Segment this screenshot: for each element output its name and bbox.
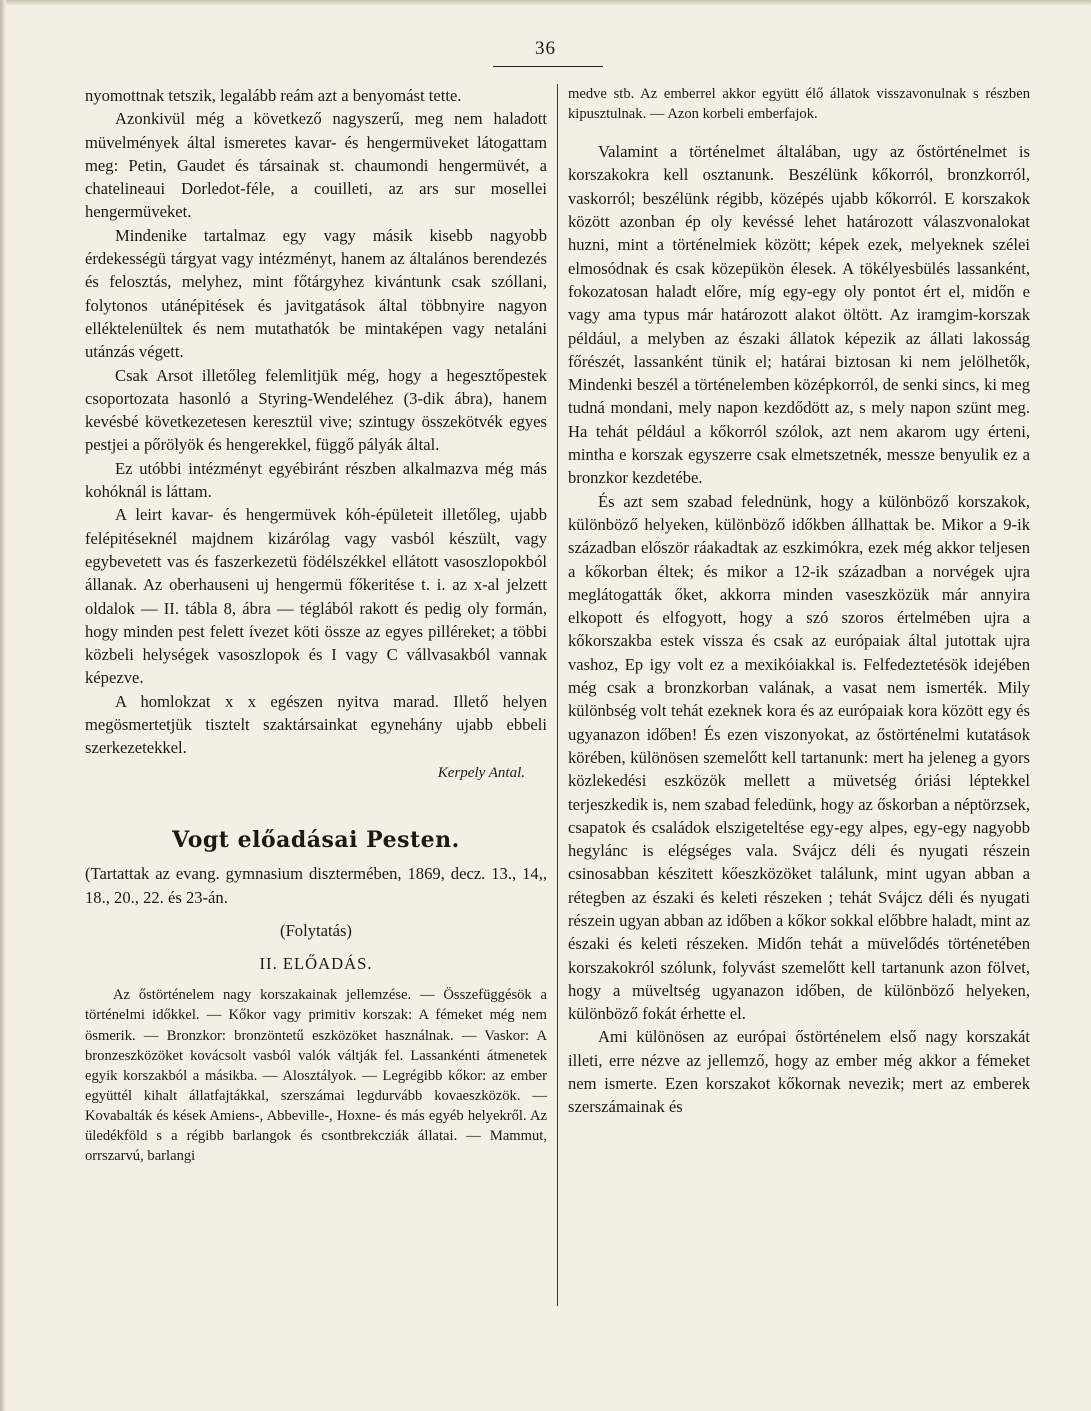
- right-paragraph-3: Ami különösen az európai őstörténelem első nagy korszakát illeti, erre nézve az jellemző, hogy az ember még akkor a fémeket nem ismerte. Ezen korszakot kőkornak nevezik; mert az emberek szerszámainak és: [568, 1027, 1030, 1117]
- paragraph-3: Mindenike tartalmaz egy vagy másik kisebb nagyobb érdekességü tárgyat vagy intézményt, hanem az általános berendezés és felosztás, melyhez, mint főtárgyhez kivántunk csak szóllani, folytonos utánépitések és javitgatások által többnyire nagyon elléktelenültek és nem mutathatók be mintaképen vagy netaláni utánzás végett.: [85, 225, 547, 362]
- continuation-note: (Folytatás): [280, 920, 352, 940]
- author-signature: Kerpely Antal.: [437, 764, 525, 781]
- spacer: [568, 124, 1030, 140]
- paragraph-1: nyomottnak tetszik, legalább reám azt a benyomást tette.: [85, 86, 462, 105]
- page-edge-top: [0, 0, 1091, 6]
- paragraph-6: A leirt kavar- és hengermüvek kóh-épületeit illetőleg, ujabb felépitéseknél majdnem kizárólag vagy vasból készült, vagy egybevetett vas és faszerkezetü födélszékkel ellátott vasoszlopokból állanak. Az oberhauseni uj hengermü főkeritése t. i. az x-al jelzett oldalok — II. tábla 8, ábra — téglából rakott és pedig oly formán, hogy minden pest felett ívezet köti össze az egyes pilléreket; a többi közbeli helységek vasoszlopok és I vagy C vállvasakból vannak képezve.: [85, 505, 547, 688]
- paragraph-4: Csak Arsot illetőleg felemlitjük még, hogy a hegesztőpestek csoportozata hasonló a Styring-Wendeléhez (3-dik ábra), hanem kevésbé következetesen keresztül vive; szintugy összekötvék egyes pestjei a pőrölyök és hengerekkel, függő pályák által.: [85, 365, 547, 455]
- page-number-rule: [493, 66, 603, 67]
- paragraph-7: A homlokzat x x egészen nyitva marad. Illető helyen megösmertetjük tisztelt szaktársainkat egynehány ujabb ebbeli szerkezetekkel.: [85, 691, 547, 758]
- lecture-summary-end: medve stb. Az emberrel akkor együtt élő állatok visszavonulnak s részben kipusztulnak. — Azon korbeli emberfajok.: [568, 86, 1030, 123]
- paragraph-5: Ez utóbbi intézményt egyébiránt részben alkalmazva még más kohóknál is láttam.: [85, 458, 547, 502]
- section-title: Vogt előadásai Pesten.: [172, 826, 460, 853]
- right-column: [568, 84, 1030, 1119]
- lecture-summary: Az őstörténelem nagy korszakainak jellemzése. — Összefüggésök a történelmi időkkel. — Kőkor vagy primitiv korszak: A fémeket még nem ösmerik. — Bronzkor: bronzöntetű eszközöket használnak. — Vaskor: A bronzeszközöket kovácsolt vasból valók váltják fel. Lassankénti átmenetek egyik korszakból a másikba. — Alosztályok. — Legrégibb kőkor: az ember együttél kihalt állatfajtákkal, szerszámai legdurvább kovaeszközök. — Kovabalták és kések Amiens-, Abbeville-, Hoxne- és más egyéb helyekről. Az üledékföld s a régibb barlangok és csontbrekcziák állatai. — Mammut, orrszarvú, barlangi: [85, 987, 547, 1165]
- page-number: 36: [535, 38, 556, 59]
- paragraph-2: Azonkivül még a következő nagyszerű, meg nem haladott müvelmények által ismeretes kavar- és hengermüveket látogattam meg: Petin, Gaudet és társainak st. chaumondi hengermüvét, a chatelineaui Dorledot-féle, a couilleti, az ars sur mosellei hengermüveket.: [85, 109, 547, 222]
- left-column: [85, 84, 547, 1166]
- lecture-title: II. ELŐADÁS.: [259, 954, 373, 974]
- right-paragraph-1: Valamint a történelmet általában, ugy az őstörténelmet is korszakokra kell osztanunk. Beszélünk kőkorról, bronzkorról, vaskorról; beszélünk régibb, középés ujabb kőkorról. E korszakok között azonban ép oly kevéssé lehet határozott válaszvonalokat huzni, mint a történelmiek között; képek ezek, melyeknek szélei elmosódnak és csak közepükön élesek. A tökélyesbülés lassanként, fokozatosan haladt előre, míg egy-egy oly pontot ért el, midőn e vagy ama typus már határozott alakot öltött. Az iramgim-korszak például, a melyben az északi állatok képezik az állati lakosság főrészét, lassanként tünik el; határai biztosan ki nem jelölhetők, Mindenki beszél a történelemben középkorról, de senki sincs, ki meg tudná mondani, mely napon kezdődött az, s mely napon szünt meg. Ha tehát például a kőkorról szólok, azt nem akarom ugy érteni, mintha e korszak egyszerre csak elmetszetnék, messze benyulik ez a bronzkor kezdetébe.: [568, 142, 1030, 488]
- section-note: (Tartattak az evang. gymnasium disztermében, 1869, decz. 13., 14,, 18., 20., 22. és 23-án.: [85, 864, 547, 907]
- right-paragraph-2: És azt sem szabad felednünk, hogy a különböző korszakok, különböző helyeken, különböző időkben állhattak be. Mikor a 9-ik században először ráakadtak az eszkimókra, ezek még akkor teljesen a kőkorban éltek; és mikor a 12-ik században a norvégek ujra meglátogatták őket, akkorra minden vaseszközük már annyira elkopott és elfogyott, hogy a szó szoros értelmében ujra a kőkorszakba estek vissza és csak az európaiak által jutottak ujra vashoz, Ep igy volt ez a mexikóiakkal is. Felfedeztetésök idejében még csak a bronzkorban valának, a vasat nem ismerték. Mily különbség volt tehát ezeknek kora és az európaiak kora között egy és ugyanazon időben! És ezen viszonyokat, az őstörténelmi kutatások körében, különösen szemelőtt kell tartanunk: mert ha jeleneg a gyors közlekedési eszközök mellett a müvetség óriási léptekkel terjeszkedik is, nem szabad feledünk, hogy az őskorban a néptörzsek, csapatok és családok elszigeteltése egy-egy alpes, egy-egy nagyobb hegylánc is elégséges vala. Svájcz déli és nyugati részein csinosabban készitett kőeszközöket találunk, mint ugyan abban a rétegben az északi és keleti részeken ; tehát Svájcz déli és nyugati részein ugyan abban az időben a kőkor sokkal előbbre haladt, mint az északi és keleti részeken. Midőn tehát a müvelődés történetében korszakokról szólunk, folyvást szemelőtt kell tartanunk azon fölvet, hogy a müveltség ugyanazon időben, de különböző helyeken, különböző fokát érhette el.: [568, 491, 1030, 1024]
- page-edge-left: [0, 0, 6, 1411]
- column-divider: [557, 84, 558, 1306]
